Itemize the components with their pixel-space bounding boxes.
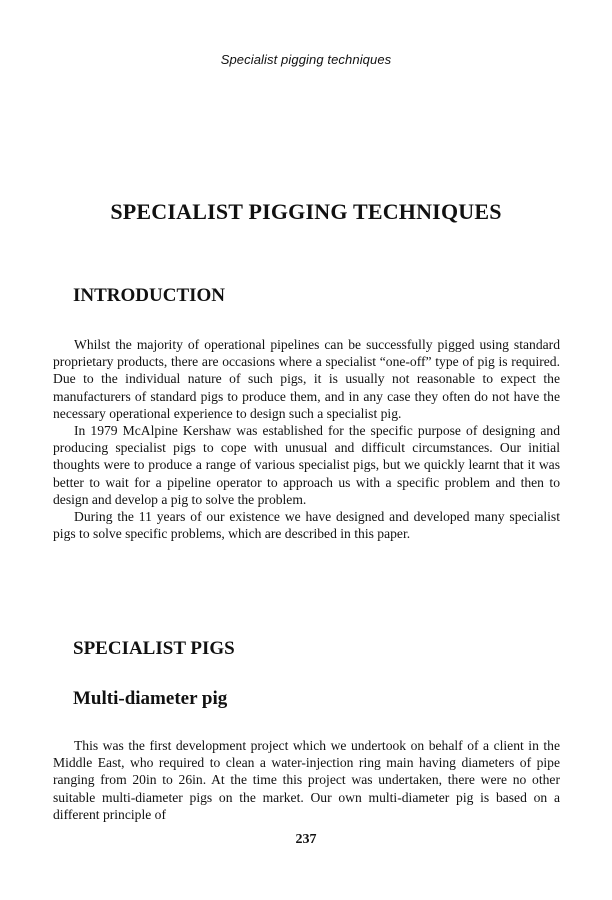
multi-diameter-body xyxy=(53,737,560,823)
intro-paragraph-3: During the 11 years of our existence we have designed and developed many specialist pigs to solve specific problems, which are described in this paper. xyxy=(53,509,560,542)
intro-paragraph-1: Whilst the majority of operational pipelines can be successfully pigged using standard proprietary products, there are occasions where a specialist “one-off” type of pig is required. Due to the individual nature of such pigs, it is usually not reasonable to expect the manufacturers of standard pigs to produce them, and in any case they often do not have the necessary operational experience to design such a specialist pig. xyxy=(53,337,560,421)
running-head: Specialist pigging techniques xyxy=(220,52,392,67)
page-title: SPECIALIST PIGGING TECHNIQUES xyxy=(110,199,502,224)
intro-paragraph-2: In 1979 McAlpine Kershaw was established for the specific purpose of designing and producing specialist pigs to cope with unusual and difficult circumstances. Our initial thoughts were to produce a range of various specialist pigs, but we quickly learnt that it was better to wait for a pipeline operator to approach us with a specific problem and then to design and develop a pig to solve the problem. xyxy=(53,423,560,507)
multi-diameter-pig-subheading: Multi-diameter pig xyxy=(73,688,228,709)
introduction-body xyxy=(53,336,560,542)
specialist-pigs-heading: SPECIALIST PIGS xyxy=(73,638,235,659)
page-number: 237 xyxy=(295,832,317,847)
introduction-heading: INTRODUCTION xyxy=(73,285,226,306)
multi-diameter-paragraph-1: This was the first development project which we undertook on behalf of a client in the Middle East, who required to clean a water-injection ring main having diameters of pipe ranging from 20in to 26in. At the time this project was undertaken, there were no other suitable multi-diameter pigs on the market. Our own multi-diameter pig is based on a different principle of xyxy=(53,738,560,822)
